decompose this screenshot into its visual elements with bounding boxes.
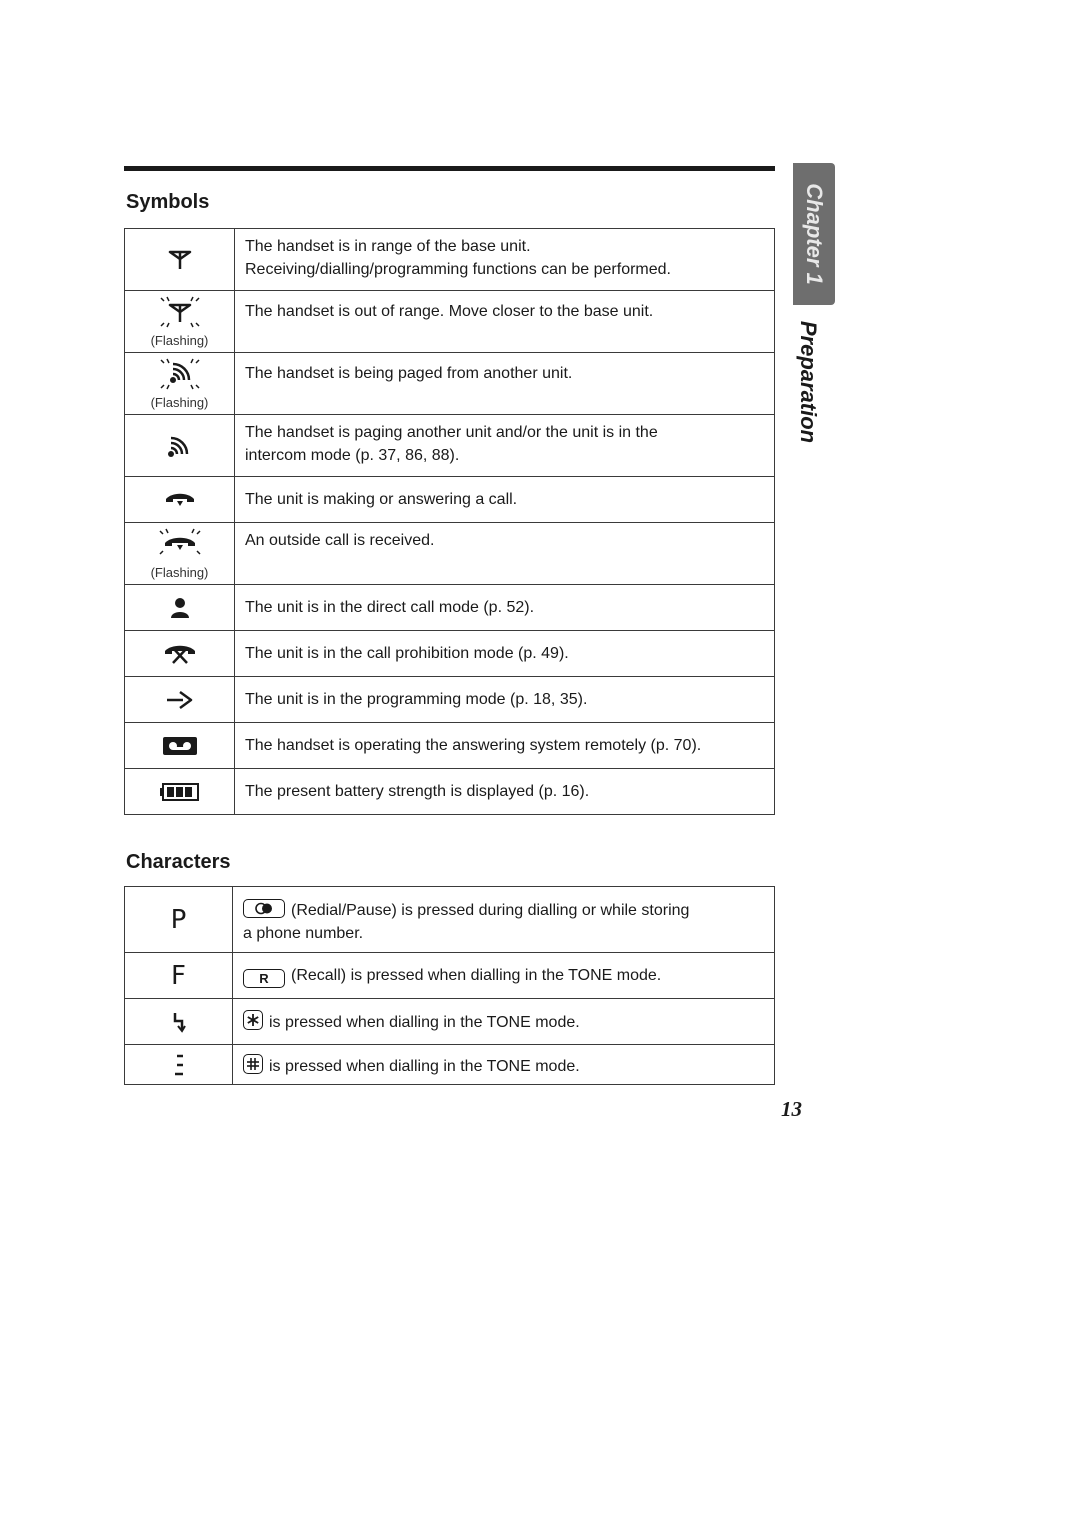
- table-row: [125, 999, 775, 1045]
- symbol-description-line: The unit is in the programming mode (p. 18, 35).: [245, 691, 588, 708]
- hash-display-icon: [125, 1052, 232, 1078]
- antenna-flashing-icon: [125, 296, 234, 328]
- symbol-description-line: The handset is operating the answering system remotely (p. 70).: [245, 737, 702, 754]
- table-row: [125, 415, 775, 477]
- table-row: [125, 291, 775, 353]
- table-row: [125, 523, 775, 585]
- symbol-description-line: The handset is being paged from another unit.: [245, 365, 573, 382]
- table-row: [125, 585, 775, 631]
- chapter-tab: [793, 163, 835, 305]
- table-row: [125, 723, 775, 769]
- battery-icon: [125, 783, 234, 801]
- characters-table: [124, 886, 775, 1085]
- symbol-description-line: The handset is paging another unit and/or the unit is in the: [245, 424, 658, 441]
- intercom-icon: [125, 435, 234, 459]
- page-number: 13: [781, 1097, 802, 1121]
- paging-flashing-icon: [125, 358, 234, 390]
- table-row: [125, 953, 775, 999]
- top-rule: [124, 166, 775, 171]
- person-icon: [125, 597, 234, 619]
- table-row: [125, 677, 775, 723]
- programming-arrow-icon: [125, 689, 234, 711]
- symbol-description-line: Receiving/dialling/programming functions can be performed.: [245, 261, 671, 278]
- character-description-line: (Redial/Pause) is pressed during dialling or while storing: [291, 902, 690, 919]
- flashing-label: (Flashing): [150, 395, 209, 410]
- character-description-line: a phone number.: [243, 925, 364, 942]
- antenna-icon: [125, 247, 234, 271]
- table-row: [125, 631, 775, 677]
- character-description-line: (Recall) is pressed when dialling in the TONE mode.: [291, 967, 662, 984]
- symbol-description-line: The unit is making or answering a call.: [245, 491, 518, 508]
- cassette-icon: [125, 736, 234, 756]
- phone-icon: [125, 491, 234, 509]
- symbol-description-line: The handset is in range of the base unit.: [245, 238, 531, 255]
- table-row: [125, 229, 775, 291]
- table-row: [125, 353, 775, 415]
- star-key-icon: [243, 1010, 263, 1030]
- table-row: [125, 769, 775, 815]
- table-row: [125, 477, 775, 523]
- symbol-description-line: The unit is in the direct call mode (p. 52).: [245, 599, 535, 616]
- flashing-label: (Flashing): [150, 565, 209, 580]
- flash-character: F: [171, 961, 186, 991]
- symbol-description-line: The handset is out of range. Move closer to the base unit.: [245, 303, 654, 320]
- chapter-label: Chapter 1: [802, 183, 827, 285]
- character-description-line: is pressed when dialling in the TONE mode.: [269, 1058, 580, 1075]
- symbols-heading: Symbols: [126, 191, 210, 213]
- table-row: [125, 1045, 775, 1085]
- hash-key-icon: [243, 1054, 263, 1074]
- recall-key-icon: R: [243, 969, 285, 988]
- flashing-label: (Flashing): [150, 333, 209, 348]
- table-row: [125, 887, 775, 953]
- pause-character: P: [170, 905, 187, 935]
- characters-heading: Characters: [126, 851, 231, 873]
- phone-flashing-icon: [125, 528, 234, 558]
- star-display-icon: [125, 1011, 232, 1033]
- section-label: Preparation: [796, 320, 821, 444]
- symbol-description-line: An outside call is received.: [245, 532, 435, 549]
- character-description-line: is pressed when dialling in the TONE mode.: [269, 1014, 580, 1031]
- symbol-description-line: The unit is in the call prohibition mode (p. 49).: [245, 645, 569, 662]
- symbols-table: [124, 228, 775, 815]
- call-prohibition-icon: [125, 643, 234, 665]
- symbol-description-line: intercom mode (p. 37, 86, 88).: [245, 447, 460, 464]
- redial-key-icon: [243, 899, 285, 918]
- symbol-description-line: The present battery strength is displayed (p. 16).: [245, 783, 590, 800]
